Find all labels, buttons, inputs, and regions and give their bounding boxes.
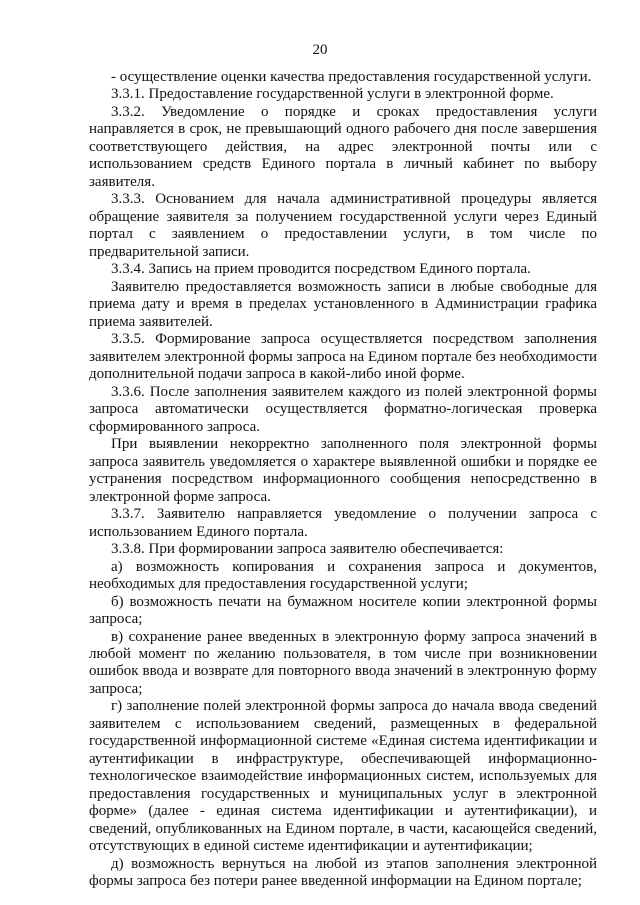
paragraph-3-3-1: 3.3.1. Предоставление государственной услуги в электронной форме. (111, 86, 554, 103)
list-item-b: б) возможность печати на бумажном носителе копии электронной формы запроса; (89, 593, 597, 628)
list-item-a: а) возможность копирования и сохранения запроса и документов, необходимых для предоставления государственной услуги; (89, 558, 597, 593)
paragraph-3-3-6: 3.3.6. После заполнения заявителем каждого из полей электронной формы запроса автоматически осуществляется форматно-логическая проверка сформированного запроса. (89, 383, 597, 435)
paragraph-3-3-2: 3.3.2. Уведомление о порядке и сроках предоставления услуги направляется в срок, не превышающий одного рабочего дня после завершения соответствующего действия, на адрес электронной почты или с использованием средств Единого портала в личный кабинет по выбору заявителя. (89, 103, 597, 190)
paragraph-3-3-5: 3.3.5. Формирование запроса осуществляется посредством заполнения заявителем электронной формы запроса на Едином портале без необходимости дополнительной подачи запроса в какой-либо иной форме. (89, 331, 597, 383)
list-item-d: д) возможность вернуться на любой из этапов заполнения электронной формы запроса без потери ранее введенной информации на Едином портале; (89, 855, 597, 890)
paragraph-3-3-4: 3.3.4. Запись на прием проводится посредством Единого портала. (111, 261, 531, 278)
document-body (89, 69, 597, 891)
page-number: 20 (312, 42, 328, 58)
list-item-g: г) заполнение полей электронной формы запроса до начала ввода сведений заявителем с использованием сведений, размещенных в федеральной государственной информационной системе «Единая система идентификации и аутентификации в инфраструктуре, обеспечивающей информационно-технологическое взаимодействие информационных систем, используемых для предоставления государственных и муниципальных услуг в электронной форме» (далее - единая система идентификации и аутентификации), и сведений, опубликованных на Едином портале, в части, касающейся сведений, отсутствующих в единой системе идентификации и аутентификации; (89, 698, 597, 855)
paragraph-appointment-slots: Заявителю предоставляется возможность записи в любые свободные для приема дату и время в пределах установленного в Администрации графика приема заявителей. (89, 278, 597, 330)
paragraph-3-3-3: 3.3.3. Основанием для начала административной процедуры является обращение заявителя за получением государственной услуги через Единый портал с заявлением о предоставлении услуги, в том числе по предварительной записи. (89, 191, 597, 260)
paragraph-error-notice: При выявлении некорректно заполненного поля электронной формы запроса заявитель уведомляется о характере выявленной ошибки и порядке ее устранения посредством информационного сообщения непосредственно в электронной форме запроса. (89, 436, 597, 505)
list-item-v: в) сохранение ранее введенных в электронную форму запроса значений в любой момент по желанию пользователя, в том числе при возникновении ошибок ввода и возврате для повторного ввода значений в электронную форму запроса; (89, 628, 597, 697)
paragraph-3-3-8: 3.3.8. При формировании запроса заявителю обеспечивается: (111, 541, 504, 558)
paragraph-3-3-7: 3.3.7. Заявителю направляется уведомление о получении запроса с использованием Единого портала. (89, 506, 597, 540)
paragraph-quality-assessment: - осуществление оценки качества предоставления государственной услуги. (111, 69, 592, 85)
